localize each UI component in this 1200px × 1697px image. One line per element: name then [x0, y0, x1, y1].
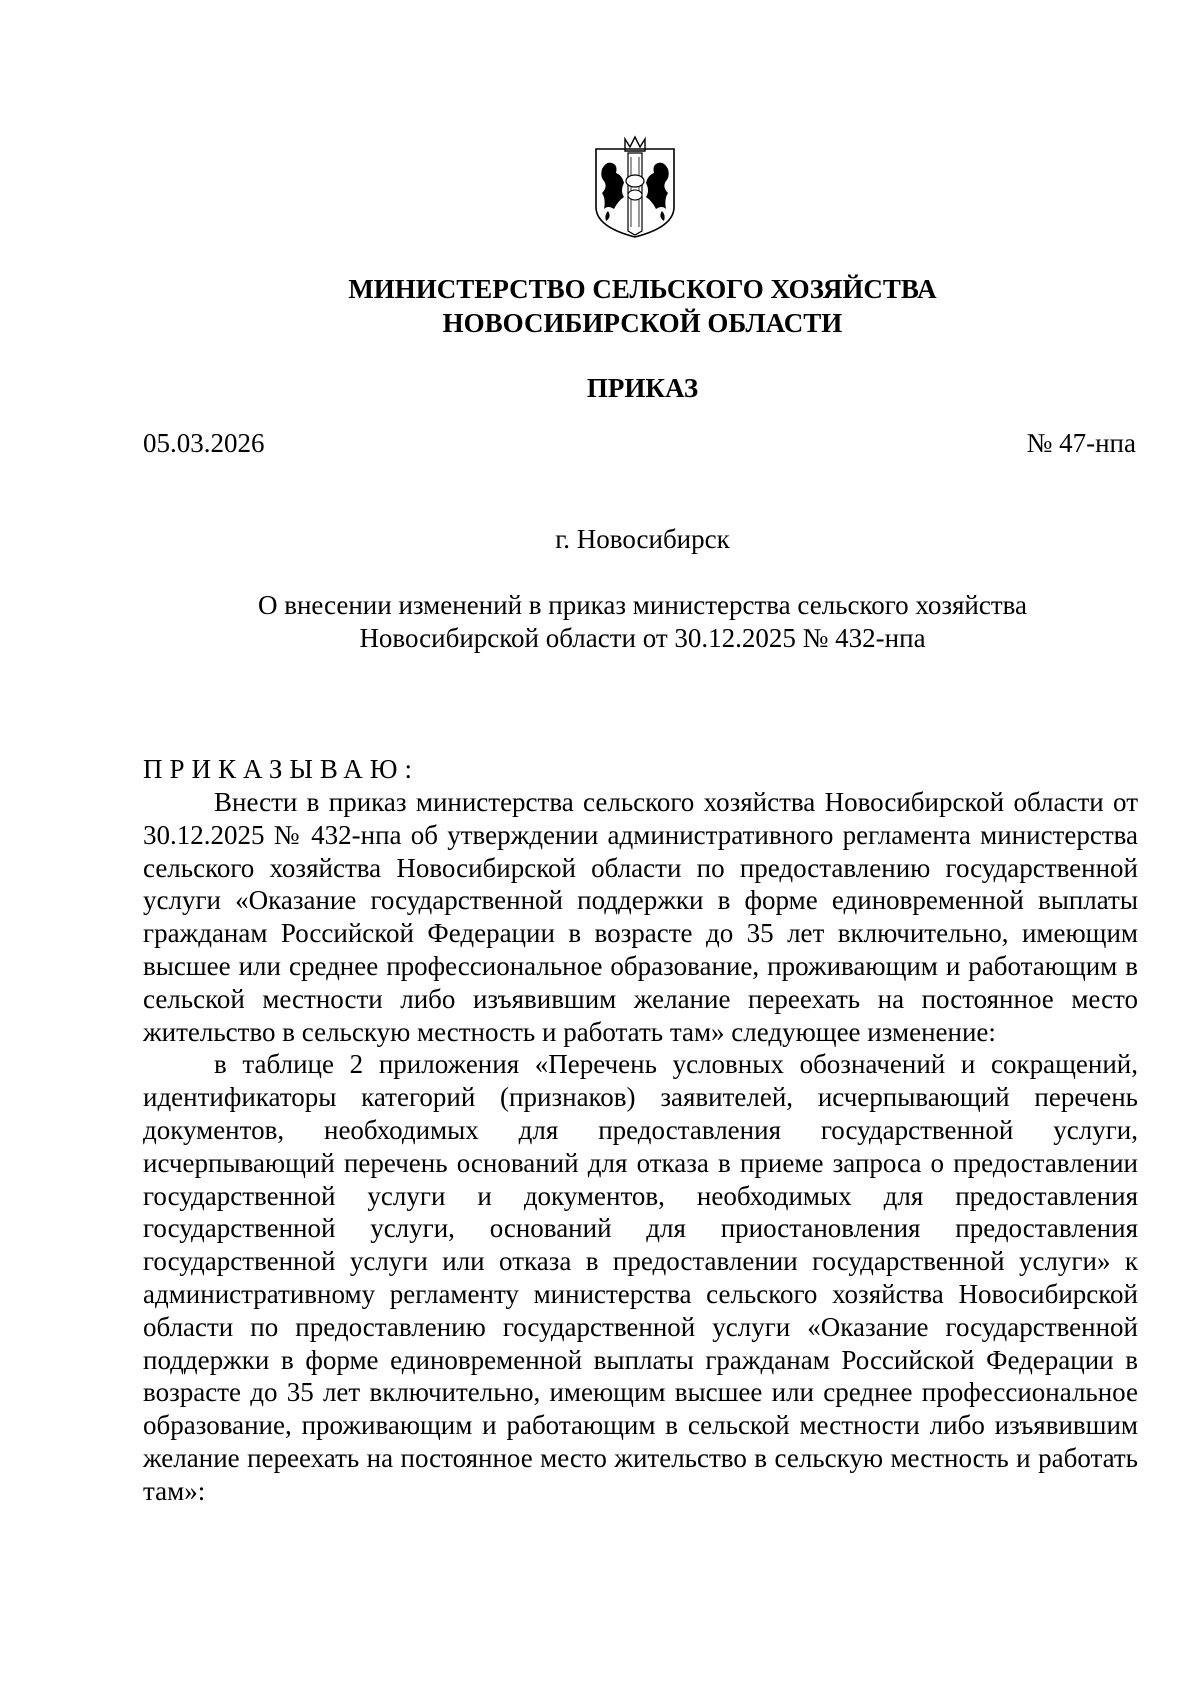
ministry-name	[0, 272, 1200, 340]
ministry-name-line1: МИНИСТЕРСТВО СЕЛЬСКОГО ХОЗЯЙСТВА	[348, 274, 937, 304]
body-paragraph-1: Внести в приказ министерства сельского хозяйства Новосибирской области от 30.12.2025 № 432-нпа об утверждении административного регламента министерства сельского хозяйства Новосибирской области по предоставлению государственной услуги «Оказание государственной поддержки в форме единовременной выплаты гражданам Российской Федерации в возрасте до 35 лет включительно, имеющим высшее или среднее профессиональное образование, проживающим и работающим в сельской местности либо изъявившим желание переехать на постоянное место жительство в сельскую местность и работать там» следующее изменение:	[143, 787, 1138, 1047]
document-type-title: ПРИКАЗ	[586, 373, 699, 403]
order-word: ПРИКАЗЫВАЮ:	[143, 754, 419, 784]
ministry-name-line2: НОВОСИБИРСКОЙ ОБЛАСТИ	[442, 308, 843, 338]
document-date: 05.03.2026	[143, 428, 265, 458]
subject-line2: Новосибирской области от 30.12.2025 № 432-нпа	[359, 623, 926, 653]
novosibirsk-coat-of-arms-icon	[590, 135, 680, 240]
document-city: г. Новосибирск	[555, 524, 730, 554]
subject-line1: О внесении изменений в приказ министерства сельского хозяйства	[257, 590, 1028, 620]
document-body	[143, 786, 1138, 1508]
document-number: № 47-нпа	[1026, 428, 1136, 458]
body-paragraph-2: в таблице 2 приложения «Перечень условных обозначений и сокращений, идентификаторы категорий (признаков) заявителей, исчерпывающий перечень документов, необходимых для предоставления государственной услуги, исчерпывающий перечень оснований для отказа в приеме запроса о предоставлении государственной услуги и документов, необходимых для предоставления государственной услуги, оснований для приостановления предоставления государственной услуги или отказа в предоставлении государственной услуги» к административному регламенту министерства сельского хозяйства Новосибирской области по предоставлению государственной услуги «Оказание государственной поддержки в форме единовременной выплаты гражданам Российской Федерации в возрасте до 35 лет включительно, имеющим высшее или среднее профессиональное образование, проживающим и работающим в сельской местности либо изъявившим желание переехать на постоянное место жительство в сельскую местность и работать там»:	[143, 1049, 1138, 1506]
document-subject	[0, 589, 1200, 655]
